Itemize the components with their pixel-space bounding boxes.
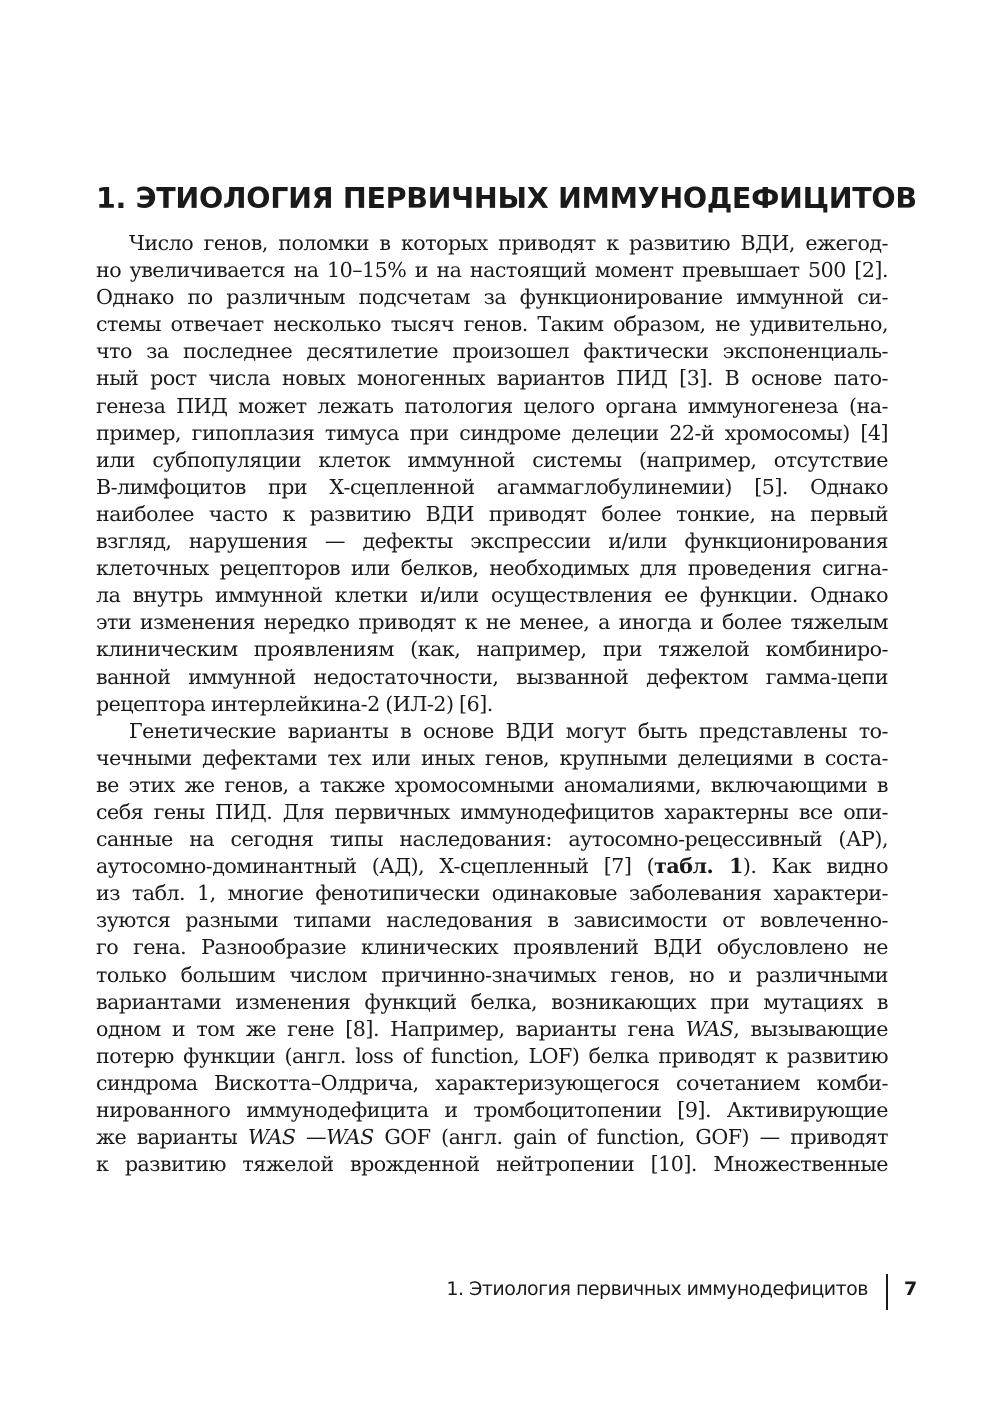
text-segment: что за последнее десятилетие произошел фактически экспоненциаль- — [96, 339, 888, 364]
text-line — [96, 691, 888, 718]
text-line — [96, 393, 888, 420]
text-segment: , вызывающие — [733, 1016, 888, 1041]
text-line — [96, 230, 888, 257]
text-line — [96, 962, 888, 989]
text-segment: — — [295, 1125, 327, 1150]
text-segment: клиническим проявлениям (как, например, при тяжелой комбиниро- — [96, 637, 888, 662]
text-line — [96, 582, 888, 609]
text-segment: зуются разными типами наследования в зависимости от вовлеченно- — [96, 908, 888, 933]
text-segment: пример, гипоплазия тимуса при синдроме делеции 22-й хромосомы) [4] — [96, 420, 888, 445]
text-segment: рецептора интерлейкина-2 (ИЛ-2) [6]. — [96, 691, 493, 716]
text-segment: вариантами изменения функций белка, возникающих при мутациях в — [96, 989, 888, 1014]
chapter-heading: 1. ЭТИОЛОГИЯ ПЕРВИЧНЫХ ИММУНОДЕФИЦИТОВ — [96, 182, 917, 215]
text-line — [96, 1016, 888, 1043]
text-line — [96, 636, 888, 663]
text-line — [96, 609, 888, 636]
running-title: 1. Этиология первичных иммунодефицитов — [446, 1278, 868, 1300]
text-line — [96, 447, 888, 474]
text-segment: наиболее часто к развитию ВДИ приводят более тонкие, на первый — [96, 501, 888, 526]
text-segment: ). Как видно — [742, 854, 889, 879]
text-line — [96, 501, 888, 528]
text-line — [96, 934, 888, 961]
text-segment: GOF (англ. gain of function, GOF) — приводят — [373, 1125, 888, 1150]
text-line — [96, 1124, 888, 1151]
text-segment: себя гены ПИД. Для первичных иммунодефицитов характерны все опи- — [96, 799, 888, 824]
text-segment: ванной иммунной недостаточности, вызванной дефектом гамма-цепи — [96, 664, 888, 689]
text-segment: потерю функции (англ. loss of function, LOF) белка приводят к развитию — [96, 1043, 888, 1068]
text-segment: стемы отвечает несколько тысяч генов. Таким образом, не удивительно, — [96, 312, 888, 337]
text-segment: Число генов, поломки в которых приводят к развитию ВДИ, ежегод- — [129, 231, 888, 255]
body-text — [96, 230, 888, 1178]
text-segment: синдрома Вискотта–Олдрича, характеризующегося сочетанием комби- — [96, 1070, 888, 1095]
text-segment: клеточных рецепторов или белков, необходимых для проведения сигна- — [96, 556, 888, 581]
footer-divider — [886, 1274, 888, 1310]
text-line — [96, 528, 888, 555]
page-footer — [96, 1274, 918, 1306]
text-line — [96, 799, 888, 826]
text-segment: только большим числом причинно-значимых генов, но и различными — [96, 962, 888, 987]
text-line — [96, 826, 888, 853]
italic-gene-name: WAS — [685, 1016, 734, 1041]
text-segment: же варианты — [96, 1125, 248, 1150]
text-line — [96, 365, 888, 392]
text-line — [96, 880, 888, 907]
text-line — [96, 1097, 888, 1124]
italic-gene-name: WAS — [247, 1125, 296, 1150]
text-segment: к развитию тяжелой врожденной нейтропении [10]. Множественные — [96, 1152, 888, 1177]
text-line — [96, 1151, 888, 1178]
bold-table-ref: табл. 1 — [654, 854, 743, 879]
text-segment: Однако по различным подсчетам за функционирование иммунной си- — [96, 285, 888, 310]
text-line — [96, 474, 888, 501]
text-line — [96, 989, 888, 1016]
text-segment: ный рост числа новых моногенных вариантов ПИД [3]. В основе пато- — [96, 366, 888, 391]
text-segment: взгляд, нарушения — дефекты экспрессии и/или функционирования — [96, 529, 888, 554]
text-line — [96, 257, 888, 284]
text-segment: эти изменения нередко приводят к не менее, а иногда и более тяжелым — [96, 610, 888, 635]
text-line — [96, 745, 888, 772]
text-segment: одном и том же гене [8]. Например, варианты гена — [96, 1016, 686, 1041]
text-segment: ве этих же генов, а также хромосомными аномалиями, включающими в — [96, 772, 888, 797]
text-line — [96, 311, 888, 338]
text-line — [96, 1043, 888, 1070]
text-segment: го гена. Разнообразие клинических проявлений ВДИ обусловлено не — [96, 935, 888, 960]
text-segment: нированного иммунодефицита и тромбоцитопении [9]. Активирующие — [96, 1098, 888, 1122]
text-segment: или субпопуляции клеток иммунной системы (например, отсутствие — [96, 447, 888, 472]
text-line — [96, 772, 888, 799]
text-segment: В-лимфоцитов при Х-сцепленной агаммаглобулинемии) [5]. Однако — [96, 474, 888, 499]
text-line — [96, 420, 888, 447]
text-line — [96, 853, 888, 880]
text-segment: из табл. 1, многие фенотипически одинаковые заболевания характери- — [96, 881, 888, 906]
text-segment: ла внутрь иммунной клетки и/или осуществления ее функции. Однако — [96, 583, 888, 608]
text-line — [96, 1070, 888, 1097]
text-segment: чечными дефектами тех или иных генов, крупными делециями в соста- — [96, 745, 888, 770]
text-segment: санные на сегодня типы наследования: аутосомно-рецессивный (АР), — [96, 827, 888, 852]
italic-gene-name: WAS — [326, 1125, 374, 1150]
text-line — [96, 907, 888, 934]
page-number: 7 — [904, 1278, 918, 1300]
text-segment: Генетические варианты в основе ВДИ могут быть представлены то- — [129, 718, 888, 743]
text-line — [96, 664, 888, 691]
text-segment: аутосомно-доминантный (АД), Х-сцепленный [7] ( — [96, 854, 655, 879]
text-line — [96, 338, 888, 365]
text-line — [96, 284, 888, 311]
text-segment: но увеличивается на 10–15% и на настоящий момент превышает 500 [2]. — [96, 258, 888, 283]
text-segment: генеза ПИД может лежать патология целого органа иммуногенеза (на- — [96, 393, 888, 418]
text-line — [96, 718, 888, 745]
text-line — [96, 555, 888, 582]
